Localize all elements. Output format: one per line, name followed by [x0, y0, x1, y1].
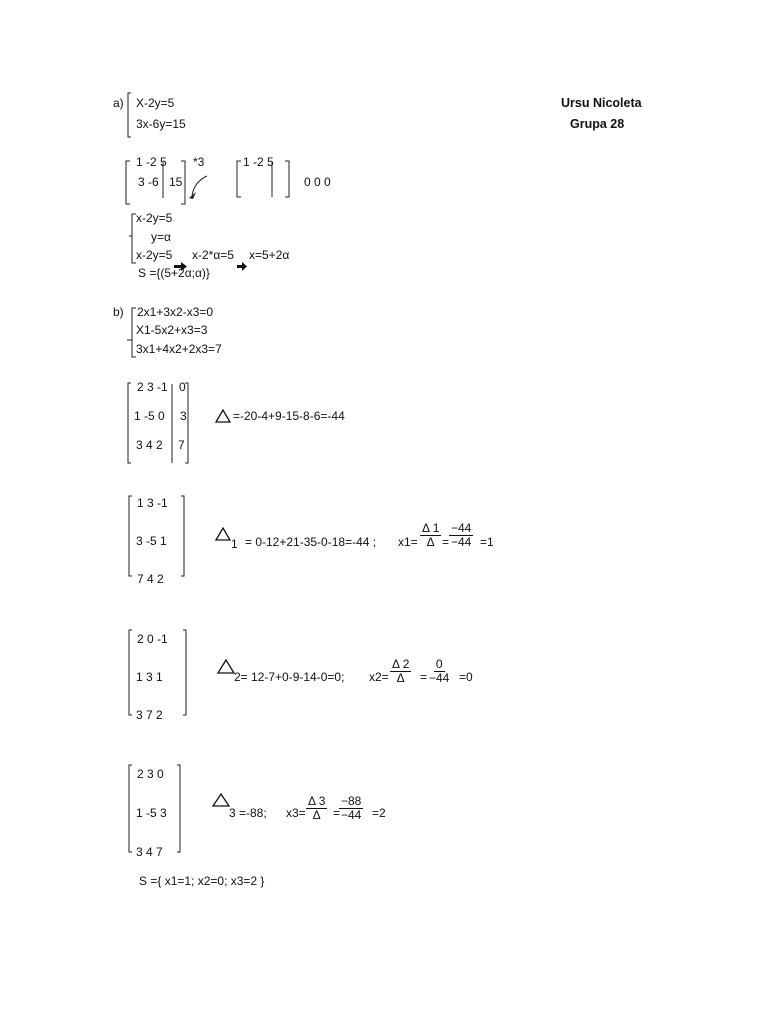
- x1-frac-num: Δ 1: [422, 521, 440, 535]
- x2-result: =0: [459, 670, 473, 684]
- x2-fraction: [390, 658, 411, 685]
- m2-row2: 1 3 1: [136, 670, 163, 684]
- delta1-sub: 1: [231, 537, 238, 551]
- x3-frac-num: Δ 3: [308, 794, 326, 808]
- part-a-solution: S ={(5+2α;α)}: [138, 266, 210, 280]
- delta-icon: [216, 528, 230, 540]
- delta3-value: 3 =-88;: [229, 806, 267, 820]
- matrix1-mult: *3: [193, 155, 205, 169]
- matrix1-row1: 1 -2 5: [136, 155, 167, 169]
- matrix1-row2: 3 -6: [138, 175, 159, 189]
- x1-fraction: [420, 522, 441, 549]
- delta-icon: [216, 410, 230, 422]
- x2-fraction2: [427, 658, 451, 685]
- m1-row3: 7 4 2: [137, 572, 164, 586]
- system-line1: x-2y=5: [136, 211, 173, 225]
- matrix2-zero-row: 0 0 0: [304, 175, 331, 189]
- delta-icon: [213, 794, 229, 806]
- x1-label: x1=: [398, 535, 418, 549]
- x3-fraction2: [339, 795, 363, 822]
- m0-row2: 1 -5 0: [134, 409, 165, 423]
- part-a-eq2: 3x-6y=15: [136, 117, 186, 131]
- x1-fraction2: [449, 522, 473, 549]
- x2-equals: =: [420, 670, 428, 684]
- group-label: Grupa 28: [570, 117, 625, 131]
- matrix2-row1: 1 -2 5: [243, 155, 274, 169]
- x3-result: =2: [372, 806, 386, 820]
- x3-label: x3=: [286, 806, 306, 820]
- x2-frac2-den: −44: [429, 671, 450, 685]
- m3-row1: 2 3 0: [137, 767, 164, 781]
- part-a-label: a): [113, 96, 124, 110]
- part-b-label: b): [113, 305, 124, 319]
- delta-icon: [218, 660, 234, 673]
- delta-value: =-20-4+9-15-8-6=-44: [233, 409, 345, 423]
- m3-row2: 1 -5 3: [136, 806, 167, 820]
- x2-label: x2=: [369, 670, 389, 684]
- m0-row1: 2 3 -1: [137, 380, 168, 394]
- system-line3: x-2y=5: [136, 248, 173, 262]
- m2-row3: 3 7 2: [136, 708, 163, 722]
- part-b-eq2: X1-5x2+x3=3: [136, 323, 208, 337]
- m0-row2-aug: 3: [180, 409, 187, 423]
- system-line2: y=α: [151, 230, 171, 244]
- part-b-solution: S ={ x1=1; x2=0; x3=2 }: [139, 874, 265, 888]
- system-line3-result: x=5+2α: [249, 248, 290, 262]
- x1-result: =1: [480, 535, 494, 549]
- x3-frac2-den: −44: [341, 808, 362, 822]
- x3-frac2-num: −88: [341, 794, 362, 808]
- delta2-value: 2= 12-7+0-9-14-0=0;: [234, 670, 345, 684]
- m2-row1: 2 0 -1: [137, 632, 168, 646]
- m3-row3: 3 4 7: [136, 845, 163, 859]
- m0-row3-aug: 7: [178, 438, 185, 452]
- author-name: Ursu Nicoleta: [561, 96, 642, 110]
- x1-frac2-num: −44: [451, 521, 472, 535]
- x2-frac2-num: 0: [435, 657, 443, 671]
- part-a-eq1: X-2y=5: [136, 96, 175, 110]
- m1-row2: 3 -5 1: [136, 534, 167, 548]
- x3-fraction: [306, 795, 327, 822]
- part-b-eq3: 3x1+4x2+2x3=7: [136, 342, 222, 356]
- delta1-value: = 0-12+21-35-0-18=-44 ;: [245, 535, 377, 549]
- x2-frac-num: Δ 2: [392, 657, 410, 671]
- matrix1-row2-aug: 15: [169, 175, 183, 189]
- m1-row1: 1 3 -1: [137, 496, 168, 510]
- system-line3-step: x-2*α=5: [192, 248, 234, 262]
- x1-frac-den: Δ: [426, 535, 435, 549]
- m0-row1-aug: 0: [179, 380, 186, 394]
- x1-equals: =: [442, 535, 450, 549]
- m0-row3: 3 4 2: [136, 438, 163, 452]
- x3-frac-den: Δ: [312, 808, 321, 822]
- x1-frac2-den: −44: [451, 535, 472, 549]
- part-b-eq1: 2x1+3x2-x3=0: [137, 305, 214, 319]
- x3-equals: =: [333, 806, 341, 820]
- x2-frac-den: Δ: [396, 671, 405, 685]
